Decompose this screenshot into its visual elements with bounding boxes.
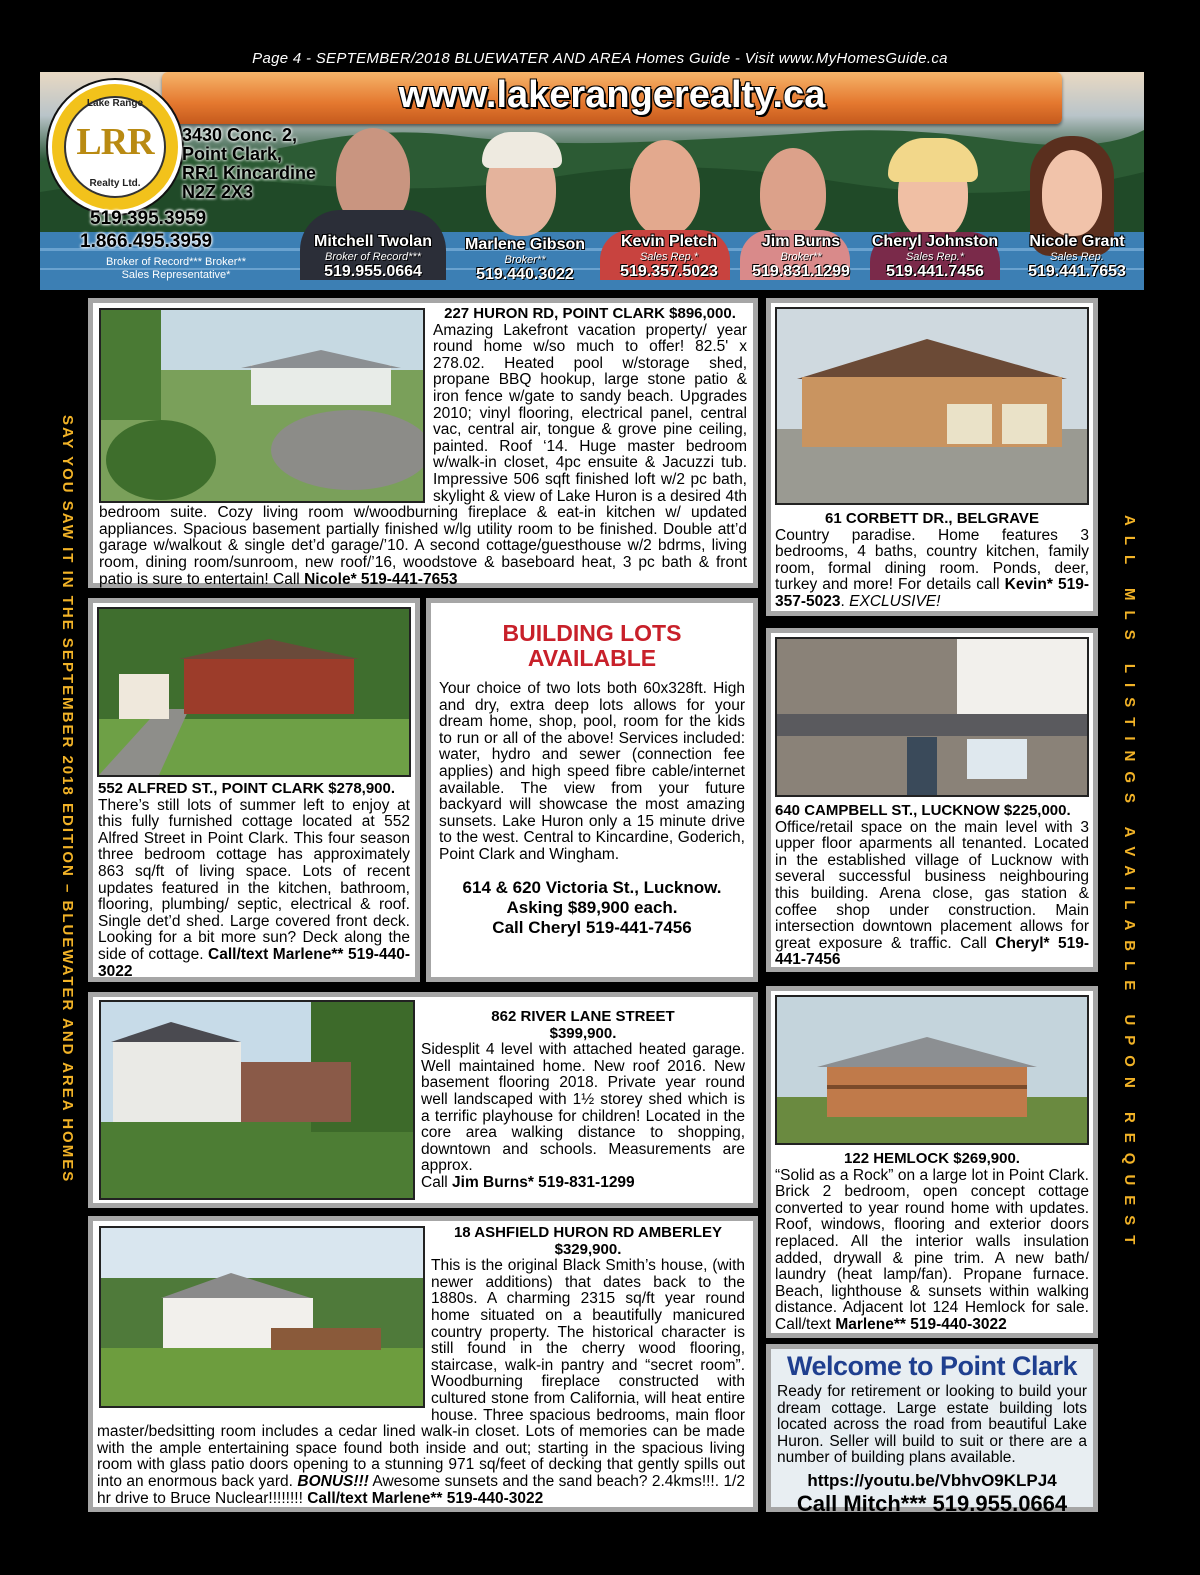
toll-free-phone: 1.866.495.3959 [80,231,213,252]
listing-price: $399,900. [549,1024,617,1042]
lots-address: 614 & 620 Victoria St., Lucknow. [462,877,722,897]
lots-description: Your choice of two lots both 60x328ft. High and dry, extra deep lots allows for your dream home, shop, pool, room for the kids to run or all of the above! Services included: water, hydro and sewer (connection fee applies) and high speed fibre cable/internet available. The view from your future backyard will showcase the most amazing sunsets. Lake Huron only a 15 minute drive to the west. Central to Kincardine, Goderich, Point Clark and Wingham. [439,680,745,863]
agent-card-nicole [1012,233,1142,281]
agent-phone[interactable]: 519.955.0664 [324,263,422,280]
address-line: RR1 Kincardine [182,163,317,183]
agent-title: Broker** [780,251,822,263]
agent-phone[interactable]: 519.440.3022 [476,266,574,283]
listing-card-hemlock[interactable] [766,986,1098,1338]
agent-phone[interactable]: 519.441.7653 [1028,263,1126,280]
agent-name: Kevin Pletch [620,233,718,250]
agent-face-nicole [1042,150,1102,236]
listing-card-ashfield[interactable] [88,1216,758,1512]
agent-title: Broker** [504,254,546,266]
listing-text-alfred [93,781,415,980]
promo-title: Welcome to Point Clark [786,1351,1078,1381]
listing-call: Call [421,1173,448,1191]
listing-card-campbell[interactable] [766,628,1098,972]
agent-photo-jim [760,148,826,238]
listing-contact[interactable]: Call/text Marlene** 519-440-3022 [307,1489,544,1507]
listing-card-huron[interactable] [88,298,758,588]
listing-contact[interactable]: Marlene** 519-440-3022 [835,1315,1007,1333]
agent-title: Broker of Record*** [325,251,421,263]
address-line: 3430 Conc. 2, [182,125,298,145]
logo-top-text: Lake Range [86,98,144,109]
listing-description: “Solid as a Rock” on a large lot in Point Clark. Brick 2 bedroom, open concept cottage converted to year round home with updates. Roof, windows, flooring and exterior doors replaced. All the interior walls insulation added, drywall & pine trim. A new bath/ laundry (heat lamp/fan). Propane furnace. Beach, lighthouse & sunsets within walking distance. Adjacent lot 124 Hemlock for sale. Call/text [775,1166,1089,1333]
listing-photo-river-lane [99,1000,415,1200]
address-line: Point Clark, [182,144,283,164]
agent-photo-kevin [630,140,700,236]
page-header-line: Page 4 - SEPTEMBER/2018 BLUEWATER AND AREA Homes Guide - Visit www.MyHomesGuide.ca [252,50,948,67]
designation-legend [86,256,266,282]
listing-contact[interactable]: Call/text Marlene** 519-440-3022 [98,945,410,980]
listing-card-river-lane[interactable] [88,992,758,1208]
listing-tag: EXCLUSIVE! [849,592,941,610]
legend-line: Broker of Record*** Broker** [105,256,246,268]
promo-card-welcome[interactable] [766,1344,1098,1516]
listing-description-cont: entire house. Three spacious bedrooms, main floor master/bedsitting room includes a cedar lined walk-in closet. Lots of memories can be made with the ample entertaining space found both inside and out; starting in the spacious living room with glass patio doors opening to a stunning 971 sq/feet of decking that gently spills out into an enormous back yard. [97,1389,745,1490]
agent-name: Marlene Gibson [464,236,586,253]
listing-contact[interactable]: Jim Burns* 519-831-1299 [452,1173,635,1191]
listing-description: Amazing Lakefront vacation property/ year round home w/so much to offer! 82.5' x 278.02. Heated pool w/storage shed, propane BBQ hookup, large stone patio & iron fence w/gate to sandy beach. Upgrades 2010; vinyl flooring, electrical panel, central vac, central air, tongue & grove pine ceiling, painted. Roof ‘14. Huge master bedroom w/walk-in closet, 4pc ensuite & Jacuzzi tub. Impressive 506 sqft finished loft w/2 pc bath, skylight & view of Lake Huron is a [433,321,747,505]
promo-video-link[interactable]: https://youtu.be/VbhvO9KLPJ4 [807,1470,1057,1490]
listing-bonus-text: Awesome sunsets and the sand beach? 2.4kms!!!. 1/2 hr drive to Bruce Nuclear!!!!!!!! [97,1472,745,1507]
listing-photo-huron [99,308,425,503]
agent-title: Sales Rep. [1050,251,1104,263]
side-tagline-right: ALL MLS LISTINGS AVAILABLE UPON REQUEST [1121,515,1138,1255]
logo-initials: LRR [76,121,154,163]
listing-card-alfred[interactable] [88,598,420,982]
promo-call[interactable]: Call Mitch*** 519.955.0664 [796,1490,1068,1516]
lots-price: Asking $89,900 each. [506,897,678,917]
agent-name: Mitchell Twolan [314,233,432,250]
agent-title: Sales Rep.* [905,251,965,263]
office-phone: 519.395.3959 [90,208,207,229]
side-tagline-left: SAY YOU SAW IT IN THE SEPTEMBER 2018 EDITION – BLUEWATER AND AREA HOMES [59,415,76,1184]
listing-price: $329,900. [554,1240,622,1258]
lots-contact[interactable]: Call Cheryl 519-441-7456 [492,917,692,937]
agent-name: Cheryl Johnston [871,233,999,250]
agent-card-marlene [450,236,600,284]
agent-name: Nicole Grant [1029,233,1125,250]
agent-phone[interactable]: 519.831.1299 [752,263,850,280]
agent-card-kevin [604,233,734,281]
listing-heading: 552 ALFRED ST., POINT CLARK $278,900. [98,780,396,797]
listing-heading: 227 HURON RD, POINT CLARK $896,000. [444,305,736,322]
listing-text-campbell [771,801,1093,969]
website-url[interactable]: www.lakerangerealty.ca [398,74,826,116]
agent-phone[interactable]: 519.441.7456 [886,263,984,280]
listing-heading: 862 RIVER LANE STREET [491,1008,675,1025]
listing-text-hemlock [771,1149,1093,1334]
agent-name: Jim Burns [761,233,841,250]
listing-card-building-lots[interactable] [426,598,758,982]
logo-bottom-text: Realty Ltd. [89,178,141,189]
listing-card-corbett[interactable] [766,298,1098,616]
promo-description: Ready for retirement or looking to build your dream cottage. Large estate building lots located across the road from beautiful Lake Huron. Seller will build to suit or there are a number of building plans available. [777,1383,1087,1467]
listing-description: Country paradise. Home features 3 bedrooms, 4 baths, country kitchen, family room, formal dining room. Ponds, deer, turkey and more! For details call [775,526,1089,594]
listing-text-corbett: 61 CORBETT DR., BELGRAVE Country paradise. Home features 3 bedrooms, 4 baths, country kitchen, family room, formal dining room. Ponds, deer, turkey and more! For details call Kevin* 519-357-5023. EXCLUSIVE! [775,510,1089,610]
listing-photo-campbell [775,637,1089,797]
listing-description: Sidesplit 4 level with attached heated garage. Well maintained home. New roof 2016. New basement flooring 2018. Private year round well landscaped with 1½ storey shed which is a terrific playhouse for children! Located in the core area walking distance to shopping, downtown and schools. Measurements are approx. [421,1041,745,1175]
office-address [182,126,316,202]
listing-contact[interactable]: Kevin* 519-357-5023 [775,576,1089,610]
legend-line: Sales Representative* [121,269,231,281]
listing-photo-corbett [775,307,1089,505]
agent-hair-marlene [482,132,562,168]
listing-photo-ashfield [99,1226,425,1408]
listing-photo-alfred [97,607,411,777]
agent-card-jim [742,233,860,281]
listing-bonus: BONUS!!! [297,1472,369,1490]
agent-phone[interactable]: 519.357.5023 [620,263,718,280]
listing-heading: 18 ASHFIELD HURON RD AMBERLEY [453,1224,723,1241]
listing-contact[interactable]: Nicole* 519-441-7653 [304,570,458,588]
agent-card-cheryl [860,233,1010,281]
listing-photo-hemlock [775,995,1089,1145]
lots-title: BUILDING LOTS [502,620,682,646]
lots-title-line2: AVAILABLE [527,645,657,671]
listing-description: This is the original Black Smith’s house, (with newer additions) that dates back to the 1880s. A charming 2315 sq/ft year round home situated on a beautifully manicured country property. The historical character is still found in the cherry wood flooring, staircase, walk-in pantry and “secret room”. Woodburning fireplace constructed with cultured stone from California, will heat [431,1257,745,1407]
listing-contact[interactable]: Cheryl* 519-441-7456 [775,934,1090,969]
address-line: N2Z 2X3 [182,182,254,202]
listing-heading: 122 HEMLOCK $269,900. [844,1150,1020,1167]
agent-card-mitchell [300,233,446,281]
listing-description: Office/retail space on the main level with 3 upper floor aparments all tenanted. Located in the established village of Lucknow with several successful business neighbouring this building. Arena close, gas station & coffee shop under construction. Main intersection downtown placement allows for great exposure & traffic. Call [775,818,1089,952]
listing-heading: 640 CAMPBELL ST., LUCKNOW $225,000. [775,802,1071,819]
lots-footer [439,878,745,938]
listing-description: There’s still lots of summer left to enjoy at this fully furnished cottage located at 552 Alfred Street in Point Clark. This four season three bedroom cottage has approximately 863 sq/ft of living space. Lots of recent updates featured in the kitchen, bathroom, flooring, plumbing/ septic, electrical & roof. Single det’d shed. Large covered front deck. Looking for a bit more sun? Deck along the side of cottage. [98,796,410,963]
listing-description-cont: desired 4th bedroom suite. Cozy living room w/woodburning fireplace & eat-in kitchen w/ updated appliances. Spacious basement partially finished w/lg utility room to be finished. Double att’d garage w/walkout & single det’d garage/’10. A second cottage/guesthouse w/2 bdrms, living room, dining room/sunroom, new roof/’16, woodstove & baseboard heat, 3 pc bath & front patio is sure to entertain! Call [99,487,747,588]
agent-title: Sales Rep.* [639,251,699,263]
listing-heading: 61 CORBETT DR., BELGRAVE [825,510,1039,527]
